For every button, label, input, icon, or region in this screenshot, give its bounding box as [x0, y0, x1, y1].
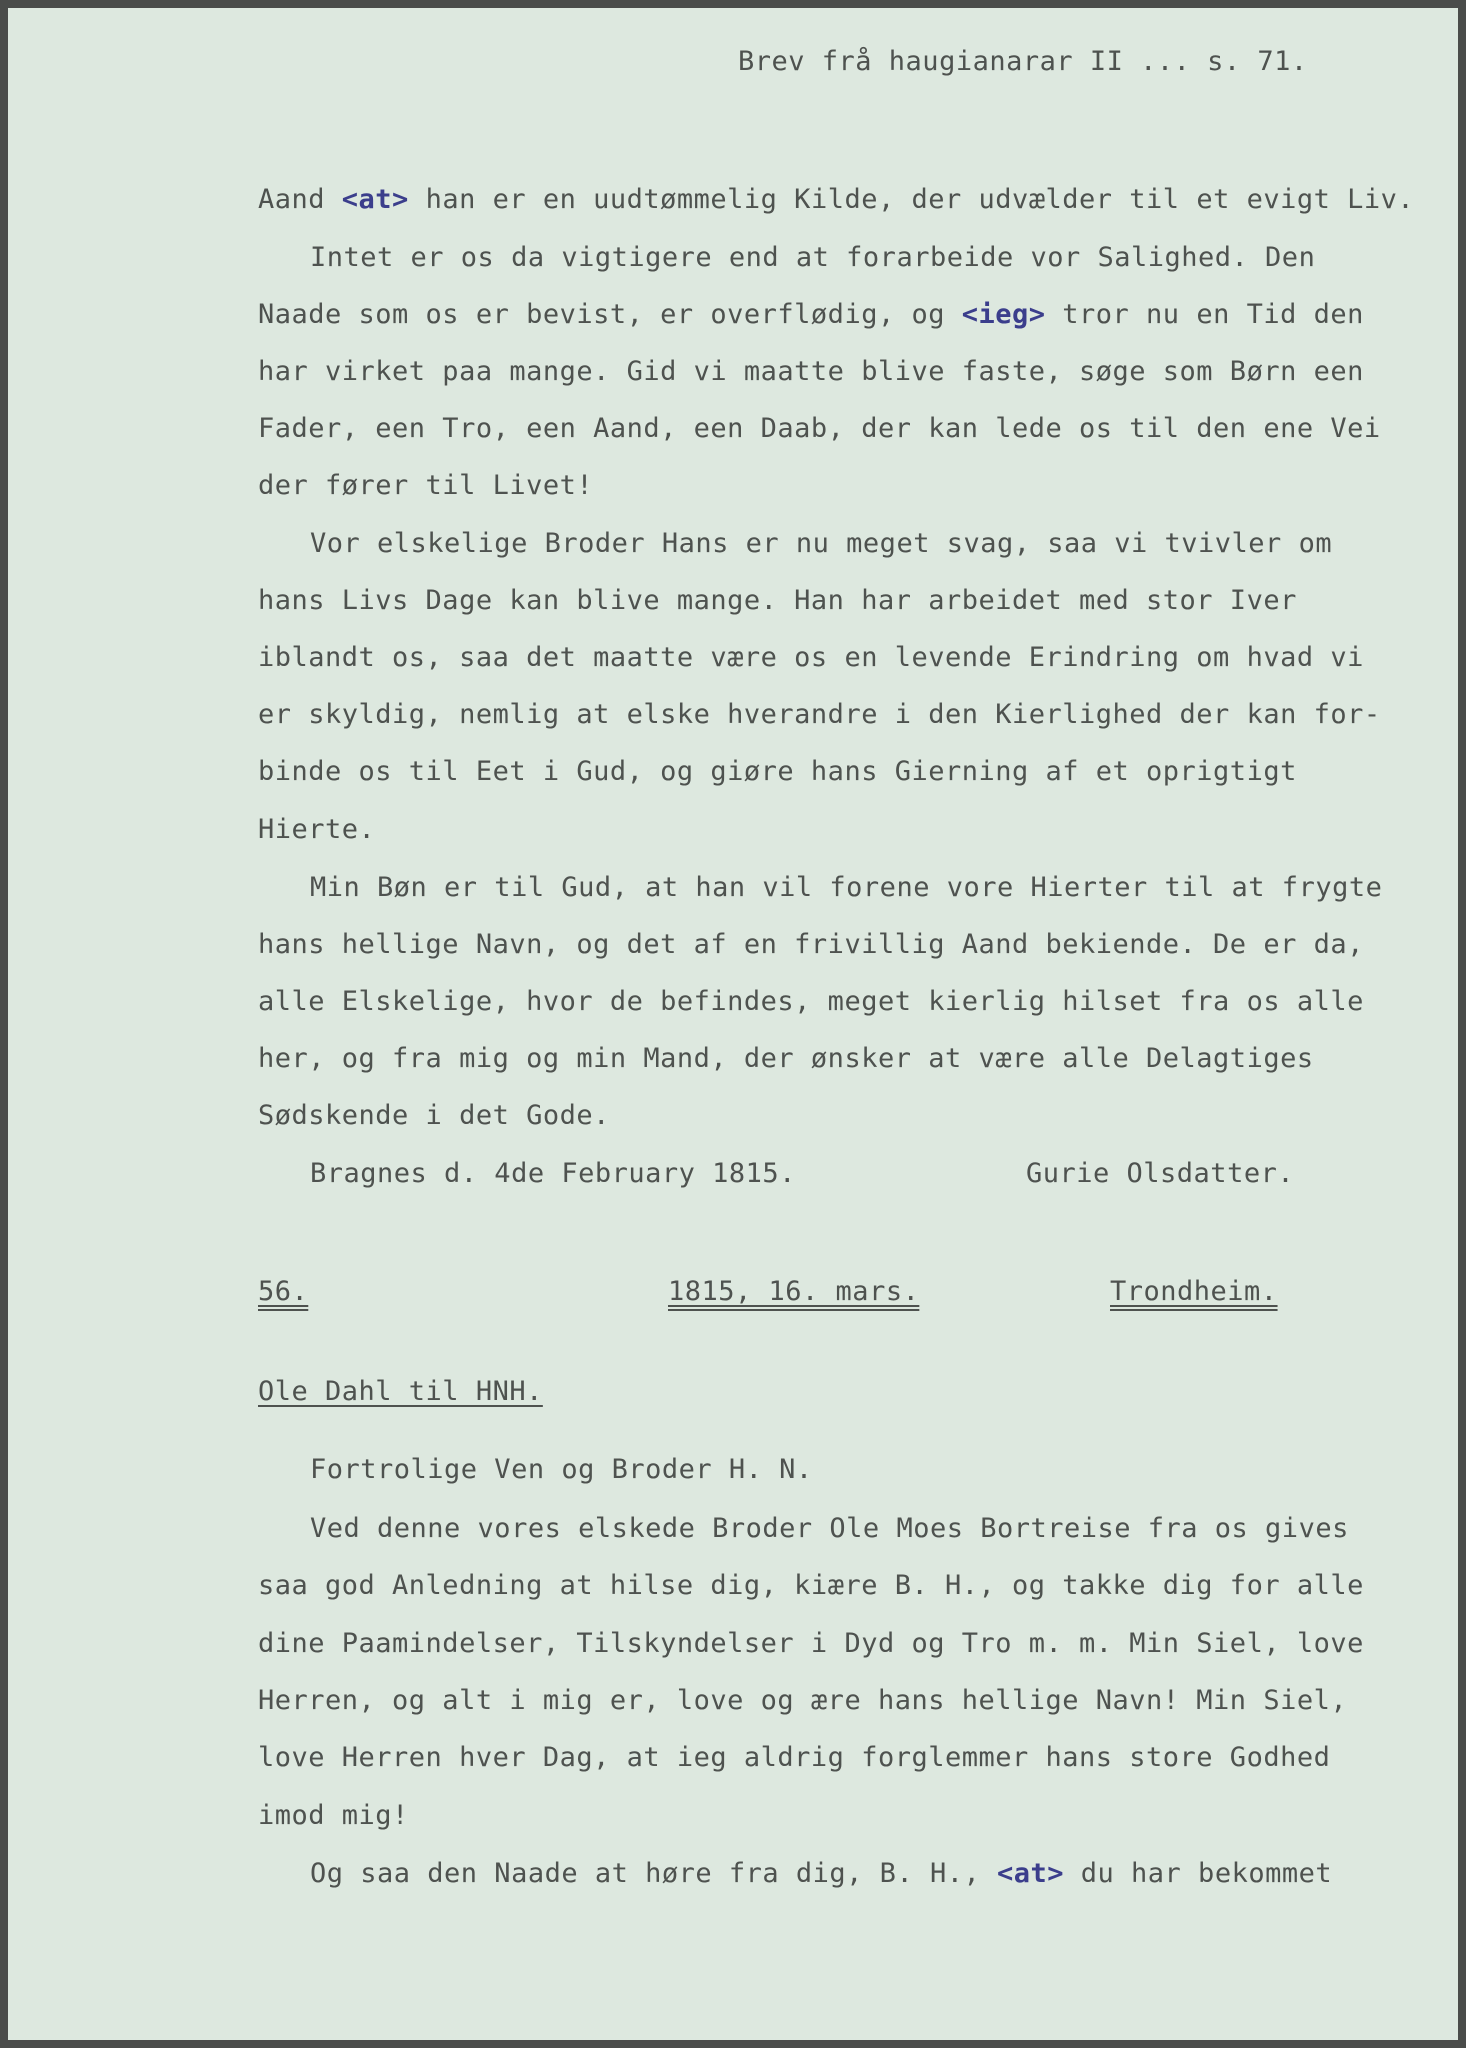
text-fragment: Naade som os er bevist, er overflødig, og: [258, 299, 962, 330]
document-page: [8, 8, 1458, 2040]
signature: Gurie Olsdatter.: [1026, 1158, 1295, 1189]
text-line: Fader, een Tro, een Aand, een Daab, der kan lede os til den ene Vei: [258, 413, 1381, 444]
running-head: Brev frå haugianarar II ... s. 71.: [738, 46, 1308, 77]
salutation: Fortrolige Ven og Broder H. N.: [310, 1454, 813, 1485]
text-line: alle Elskelige, hvor de befindes, meget kierlig hilset fra os alle: [258, 986, 1364, 1017]
text-line: er skyldig, nemlig at elske hverandre i den Kierlighed der kan for-: [258, 699, 1381, 730]
editorial-insertion: <at>: [341, 184, 409, 215]
letter-heading: Ole Dahl til HNH.: [258, 1376, 543, 1407]
text-fragment: Aand: [258, 184, 342, 215]
text-fragment: Og saa den Naade at høre fra dig, B. H.,: [310, 1858, 997, 1889]
place-date: Bragnes d. 4de February 1815.: [310, 1158, 796, 1189]
text-line: [258, 184, 1414, 216]
text-fragment: han er en uudtømmelig Kilde, der udvælder til et evigt Liv.: [408, 184, 1415, 215]
text-line: [310, 1858, 1332, 1890]
letter-place: Trondheim.: [1110, 1276, 1278, 1307]
text-line: iblandt os, saa det maatte være os en levende Erindring om hvad vi: [258, 642, 1364, 673]
text-line: der fører til Livet!: [258, 470, 594, 501]
text-line: dine Paamindelser, Tilskyndelser i Dyd og Tro m. m. Min Siel, love: [258, 1628, 1364, 1659]
text-line: Intet er os da vigtigere end at forarbeide vor Salighed. Den: [310, 242, 1316, 273]
text-line: hans hellige Navn, og det af en frivillig Aand bekiende. De er da,: [258, 929, 1364, 960]
text-line: Min Bøn er til Gud, at han vil forene vore Hierter til at frygte: [310, 872, 1383, 903]
text-line: imod mig!: [258, 1800, 409, 1831]
text-line: Ved denne vores elskede Broder Ole Moes Bortreise fra os gives: [310, 1513, 1349, 1544]
text-line: Vor elskelige Broder Hans er nu meget svag, saa vi tvivler om: [310, 528, 1333, 559]
text-line: Hierte.: [258, 814, 376, 845]
letter-number: 56.: [258, 1276, 309, 1307]
text-line: saa god Anledning at hilse dig, kiære B. H., og takke dig for alle: [258, 1570, 1364, 1601]
letter-date: 1815, 16. mars.: [668, 1276, 920, 1307]
text-fragment: du har bekommet: [1064, 1858, 1333, 1889]
text-line: Herren, og alt i mig er, love og ære hans hellige Navn! Min Siel,: [258, 1685, 1348, 1716]
text-line: [258, 299, 1364, 331]
text-line: love Herren hver Dag, at ieg aldrig forglemmer hans store Godhed: [258, 1742, 1331, 1773]
text-fragment: tror nu en Tid den: [1045, 299, 1364, 330]
editorial-insertion: <ieg>: [961, 299, 1046, 330]
text-line: har virket paa mange. Gid vi maatte blive faste, søge som Børn een: [258, 356, 1364, 387]
text-line: her, og fra mig og min Mand, der ønsker at være alle Delagtiges: [258, 1043, 1314, 1074]
text-line: binde os til Eet i Gud, og giøre hans Gierning af et oprigtigt: [258, 756, 1297, 787]
editorial-insertion: <at>: [996, 1858, 1065, 1889]
text-line: Sødskende i det Gode.: [258, 1100, 610, 1131]
text-line: hans Livs Dage kan blive mange. Han har arbeidet med stor Iver: [258, 585, 1297, 616]
